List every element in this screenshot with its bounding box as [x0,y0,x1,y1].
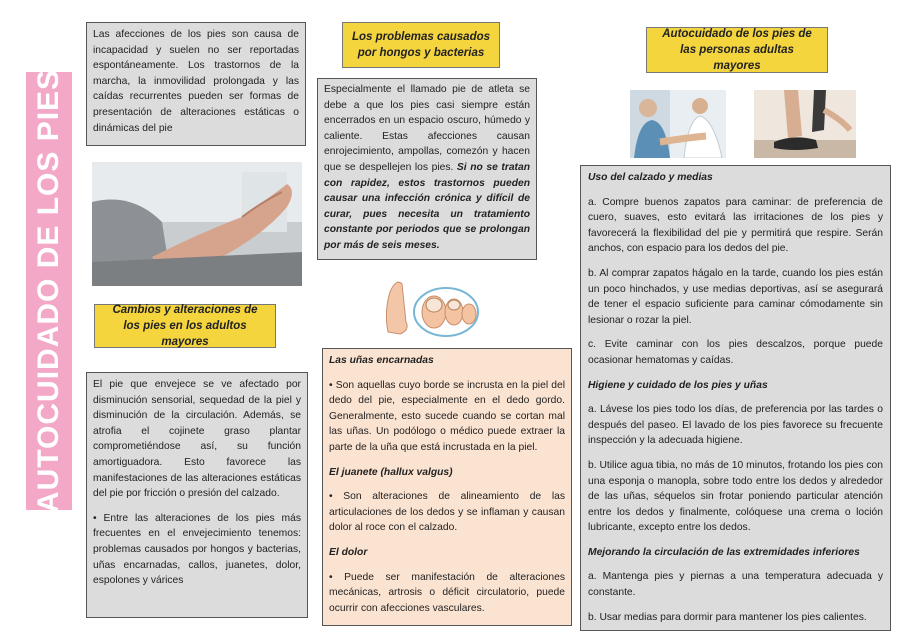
intro-text: Las afecciones de los pies son causa de incapacidad y suelen no ser reportadas espontáneamente. Los trastornos de la marcha, la inmovilidad prolongada y las caídas recurrentes pueden ser formas de presentación de alteraciones estáticas o dinámicas del pie [93,29,299,134]
fungus-heading: Los problemas causados por hongos y bacterias [351,31,491,59]
selfcare-box [580,165,891,631]
changes-box [86,372,308,618]
hygiene-item-a: a. Lávese los pies todo los días, de preferencia por las tardes o después del paseo. El lavado de los pies favorece su frecuente inspección y la adecuada higiene. [588,404,883,447]
section-title-hygiene: Higiene y cuidado de los pies y uñas [588,379,768,391]
fungus-box [317,78,537,260]
fungus-heading-box [342,22,500,68]
fungus-text [324,82,530,254]
condition-title-pain: El dolor [329,546,368,558]
footwear-item-b: b. Al comprar zapatos hágalo en la tarde, cuando los pies están un poco hinchados, y use medias deportivas, así se asegurará de tener el espacio suficiente para caminar cómodamente sin lesionar o rozar la piel. [588,267,883,326]
aged-foot-photo [92,162,302,286]
condition-text-pain: • Puede ser manifestación de alteraciones mecánicas, artrosis o déficit circulatorio, puede ocurrir con afecciones vasculares. [329,571,565,614]
condition-title-bunion: El juanete (hallux valgus) [329,466,453,478]
condition-text-ingrown-nails: • Son aquellas cuyo borde se incrusta en la piel del dedo del pie, especialmente en el dedo gordo. Generalmente, esto sucede cuando se cortan mal las uñas. Un podólogo o médico puede extraer la parte de la uña que está incrustada en la piel. [329,379,565,453]
footwear-item-a: a. Compre buenos zapatos para caminar: de preferencia de cuero, suaves, esto evitará las irritaciones de los pies y favorecerá la flexibilidad del pie y permitirá que respire. Serán anchos, con espacio para los dedos del pie. [588,196,883,255]
fungus-text-plain: Especialmente el llamado pie de atleta se debe a que los pies casi siempre están encerrados en un espacio oscuro, húmedo y caliente. Estas afecciones causan enrojecimiento, ampollas, comezón y hacen que se despellejen los pies. [324,84,530,173]
changes-paragraph-1: El pie que envejece se ve afectado por disminución sensorial, sequedad de la piel y disminución de la circulación. Además, se atrofia el cojinete graso plantar comprometiéndose así, su función amortiguadora. Esto favorece las manifestaciones de las alteraciones estáticas del pie por fricción o presión del calzado. [93,379,301,500]
footwear-item-c: c. Evite caminar con los pies descalzos, porque puede ocasionar hematomas y caídas. [588,339,883,366]
hygiene-item-b: b. Utilice agua tibia, no más de 10 minutos, frotando los pies con una esponja o manopla, sobre todo entre los dedos y alrededor de las uñas, séquelos sin frotar poniendo particular atención entre los dedos y finalmente, colóquese una crema o loción lubricante, excepto entre los dedos. [588,459,883,534]
condition-text-bunion: • Son alteraciones de alineamiento de las articulaciones de los dedos y se inflaman y causan dolor al roce con el calzado. [329,491,565,534]
page-title: AUTOCUIDADO DE LOS PIES [32,68,65,514]
circulation-item-b: b. Usar medias para dormir para mantener los pies calientes. [588,611,867,623]
changes-heading-box [94,304,276,348]
selfcare-heading-box [646,27,828,73]
section-title-footwear: Uso del calzado y medias [588,172,713,183]
fungus-text-emphasis: Si no se tratan con rapidez, estos trastornos pueden causar una infección crónica y difícil de curar, pues necesita un tratamiento constante por periodos que se prolongan por más de seis meses. [324,161,531,251]
section-title-circulation: Mejorando la circulación de las extremidades inferiores [588,546,860,558]
shoe-fitting-photo [754,90,856,158]
selfcare-heading: Autocuidado de los pies de las personas adultas mayores [662,28,812,72]
toenail-illustration [380,272,482,340]
vertical-title-banner [26,68,72,514]
intro-box [86,22,306,146]
circulation-item-a: a. Mantenga pies y piernas a una temperatura adecuada y constante. [588,571,883,599]
foot-exam-photo [630,90,726,158]
conditions-box [322,348,572,626]
condition-title-ingrown-nails: Las uñas encarnadas [329,355,434,366]
changes-heading: Cambios y alteraciones de los pies en los adultos mayores [112,304,258,348]
changes-paragraph-2: • Entre las alteraciones de los pies más frecuentes en el envejecimiento tenemos: problemas causados por hongos y bacterias, uñas encarnadas, callos, juanetes, dolor, espolones y várices [93,512,301,587]
